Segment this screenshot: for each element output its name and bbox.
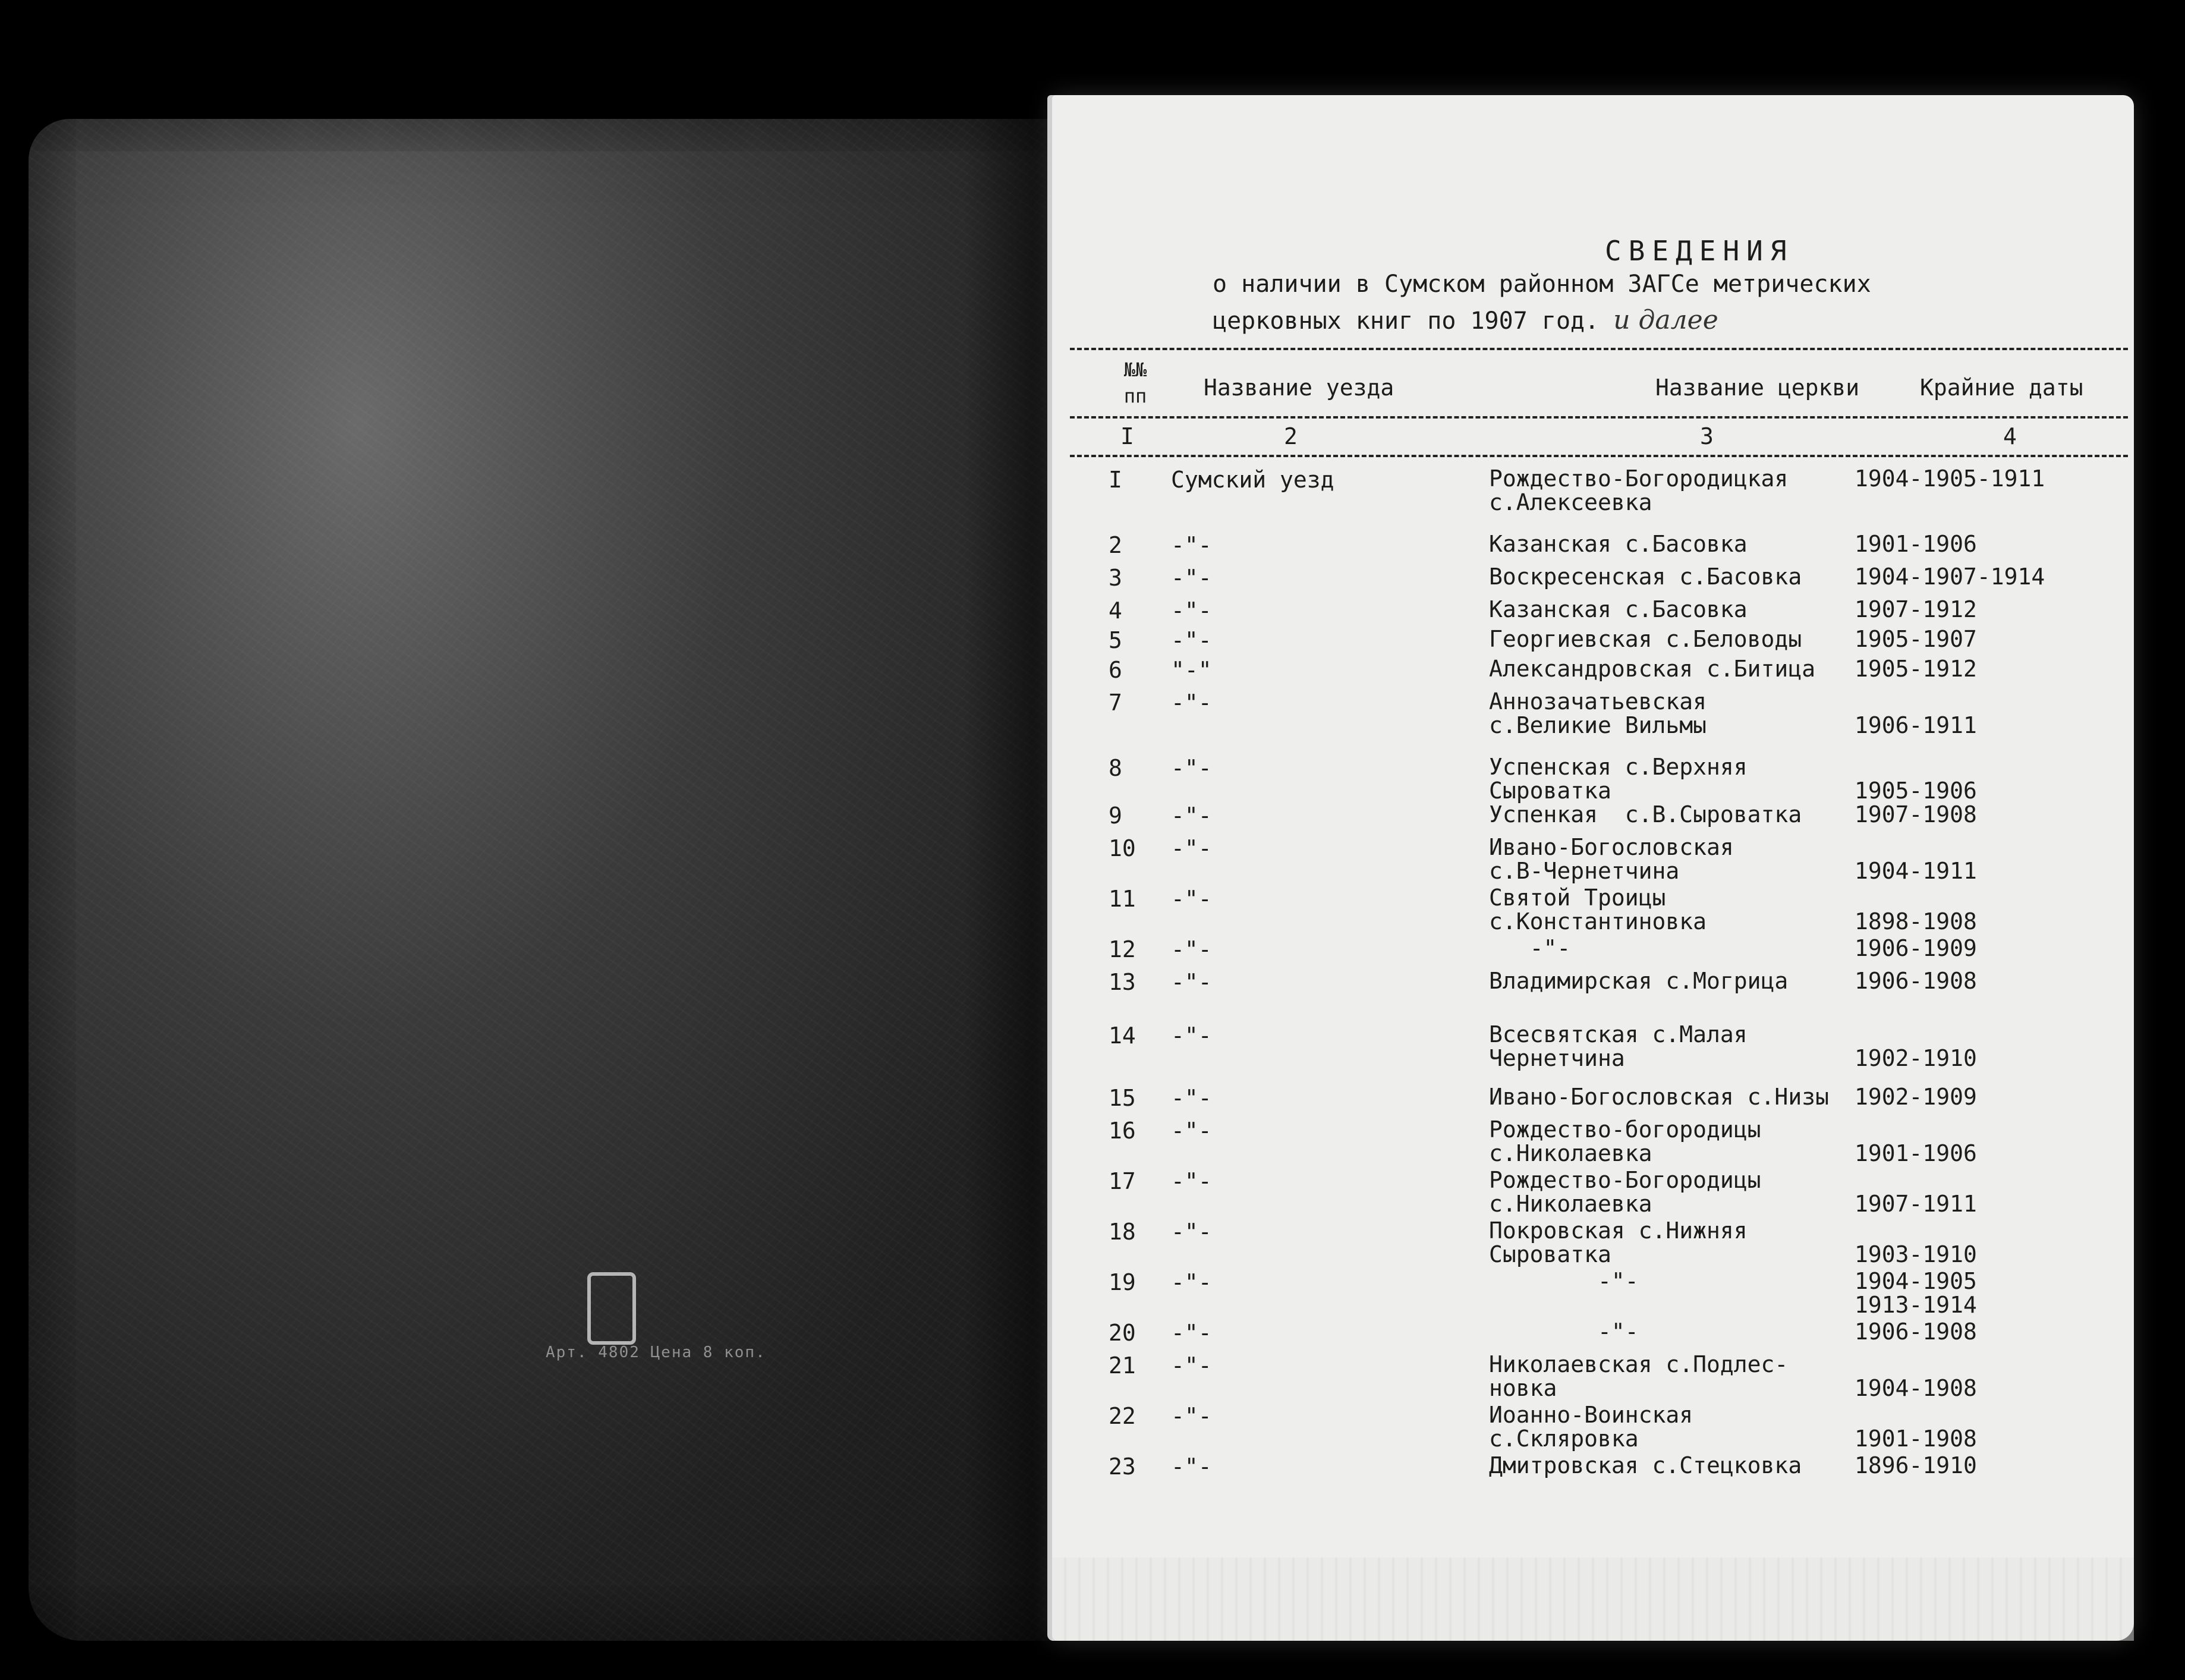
row-district: -"- [1171,886,1212,912]
col-header-dates: Крайние даты [1920,375,2083,401]
row-dates: 1896-1910 [1855,1452,1977,1478]
row-number: 20 [1109,1320,1136,1346]
row-number: 23 [1109,1454,1136,1480]
row-church: -"- [1489,935,1571,961]
subtitle-line2 [1213,305,1718,335]
row-district: -"- [1171,1269,1212,1295]
row-church: Успенкая с.В.Сыроватка [1489,801,1802,828]
row-number: 9 [1109,803,1122,829]
row-district: -"- [1171,755,1212,781]
row-dates: 1905-1907 [1855,626,1977,652]
col-number-1: I [1120,423,1134,449]
row-church: Георгиевская с.Беловоды [1489,626,1802,652]
row-number: I [1109,467,1122,493]
row-dates: 1907-1911 [1855,1191,1977,1217]
row-church: -"- [1489,1268,1639,1294]
row-church: Успенская с.Верхняя Сыроватка [1489,754,1748,804]
row-dates: 1904-1908 [1855,1375,1977,1401]
row-number: 13 [1109,969,1136,995]
row-number: 11 [1109,886,1136,912]
row-number: 21 [1109,1352,1136,1379]
col-header-district: Название уезда [1204,375,1394,401]
subtitle-line1: о наличии в Сумском районном ЗАГСе метрических [1213,270,1871,298]
handwritten-note: и далее [1613,305,1718,335]
row-district: -"- [1171,1219,1212,1245]
row-district: -"- [1171,969,1212,995]
row-dates: 1904-1911 [1855,858,1977,884]
row-district: -"- [1171,597,1212,624]
row-church: Казанская с.Басовка [1489,596,1748,622]
page-title: СВЕДЕНИЯ [1605,235,1794,267]
row-dates: 1903-1910 [1855,1241,1977,1267]
col-number-2: 2 [1284,423,1298,449]
row-church: Николаевская с.Подлес- новка [1489,1351,1789,1401]
row-church: Рождество-Богородицкая с.Алексеевка [1489,465,1789,515]
row-dates: 1907-1908 [1855,801,1977,828]
row-number: 5 [1109,627,1122,653]
row-district: -"- [1171,1085,1212,1111]
row-district: -"- [1171,835,1212,861]
row-church: Казанская с.Басовка [1489,531,1748,557]
row-dates: 1907-1912 [1855,596,1977,622]
cover-stamp-mark [587,1272,636,1345]
row-church: Святой Троицы с.Константиновка [1489,885,1707,935]
row-dates: 1902-1909 [1855,1084,1977,1110]
col-header-num: №№ пп [1123,358,1147,407]
row-district: -"- [1171,532,1212,558]
row-number: 7 [1109,690,1122,716]
row-district: -"- [1171,1454,1212,1480]
row-dates: 1901-1908 [1855,1426,1977,1452]
col-number-4: 4 [2003,423,2017,449]
row-church: Покровская с.Нижняя Сыроватка [1489,1217,1748,1267]
row-number: 18 [1109,1219,1136,1245]
row-dates: 1904-1905-1911 [1855,465,2045,492]
row-church: Рождество-Богородицы с.Николаевка [1489,1167,1761,1217]
row-church: Александровская с.Битица [1489,656,1816,682]
row-number: 19 [1109,1269,1136,1295]
row-church: Ивано-Богословская с.В-Чернетчина [1489,834,1734,884]
row-dates: 1904-1905 1913-1914 [1855,1268,1977,1318]
row-dates: 1902-1910 [1855,1045,1977,1071]
row-district: "-" [1171,657,1212,683]
row-number: 14 [1109,1023,1136,1049]
row-dates: 1906-1908 [1855,1319,1977,1345]
column-numbers-rule [1070,455,2128,457]
row-district: -"- [1171,1168,1212,1194]
row-dates: 1901-1906 [1855,531,1977,557]
table-top-rule [1070,348,2128,350]
row-number: 3 [1109,565,1122,591]
row-dates: 1901-1906 [1855,1140,1977,1166]
row-number: 8 [1109,755,1122,781]
row-dates: 1904-1907-1914 [1855,564,2045,590]
col-header-church: Название церкви [1655,375,1860,401]
row-number: 12 [1109,936,1136,962]
row-number: 2 [1109,532,1122,558]
row-number: 22 [1109,1403,1136,1429]
row-church: Рождество-богородицы с.Николаевка [1489,1116,1761,1166]
row-number: 10 [1109,835,1136,861]
col-number-3: 3 [1700,423,1714,449]
row-number: 4 [1109,597,1122,624]
row-district: -"- [1171,1403,1212,1429]
row-district: -"- [1171,803,1212,829]
row-church: Воскресенская с.Басовка [1489,564,1802,590]
row-district: -"- [1171,565,1212,591]
row-church: Дмитровская с.Стецковка [1489,1452,1802,1478]
cover-stamp-text: Арт. 4802 Цена 8 коп. [546,1344,766,1361]
row-district: -"- [1171,1118,1212,1144]
row-dates: 1898-1908 [1855,908,1977,935]
row-number: 15 [1109,1085,1136,1111]
row-dates: 1905-1906 [1855,778,1977,804]
header-rule [1070,416,2128,419]
row-district: -"- [1171,1023,1212,1049]
row-dates: 1906-1909 [1855,935,1977,961]
row-church: Ивано-Богословская с.Низы [1489,1084,1829,1110]
row-number: 6 [1109,657,1122,683]
row-church: -"- [1489,1319,1639,1345]
row-district: -"- [1171,627,1212,653]
row-church: Аннозачатьевская с.Великие Вильмы [1489,688,1707,738]
row-district: -"- [1171,1320,1212,1346]
row-number: 16 [1109,1118,1136,1144]
row-church: Всесвятская с.Малая Чернетчина [1489,1021,1748,1071]
subtitle-line2-text: церковных книг по 1907 год. [1213,307,1600,335]
row-dates: 1905-1912 [1855,656,1977,682]
row-church: Владимирская с.Могрица [1489,968,1789,994]
row-district: -"- [1171,936,1212,962]
row-district: -"- [1171,690,1212,716]
row-district: -"- [1171,1352,1212,1379]
document-page [1052,95,2134,1641]
row-district: Сумский уезд [1171,467,1334,493]
row-dates: 1906-1908 [1855,968,1977,994]
row-dates: 1906-1911 [1855,712,1977,738]
row-church: Иоанно-Воинская с.Скляровка [1489,1402,1693,1452]
row-number: 17 [1109,1168,1136,1194]
